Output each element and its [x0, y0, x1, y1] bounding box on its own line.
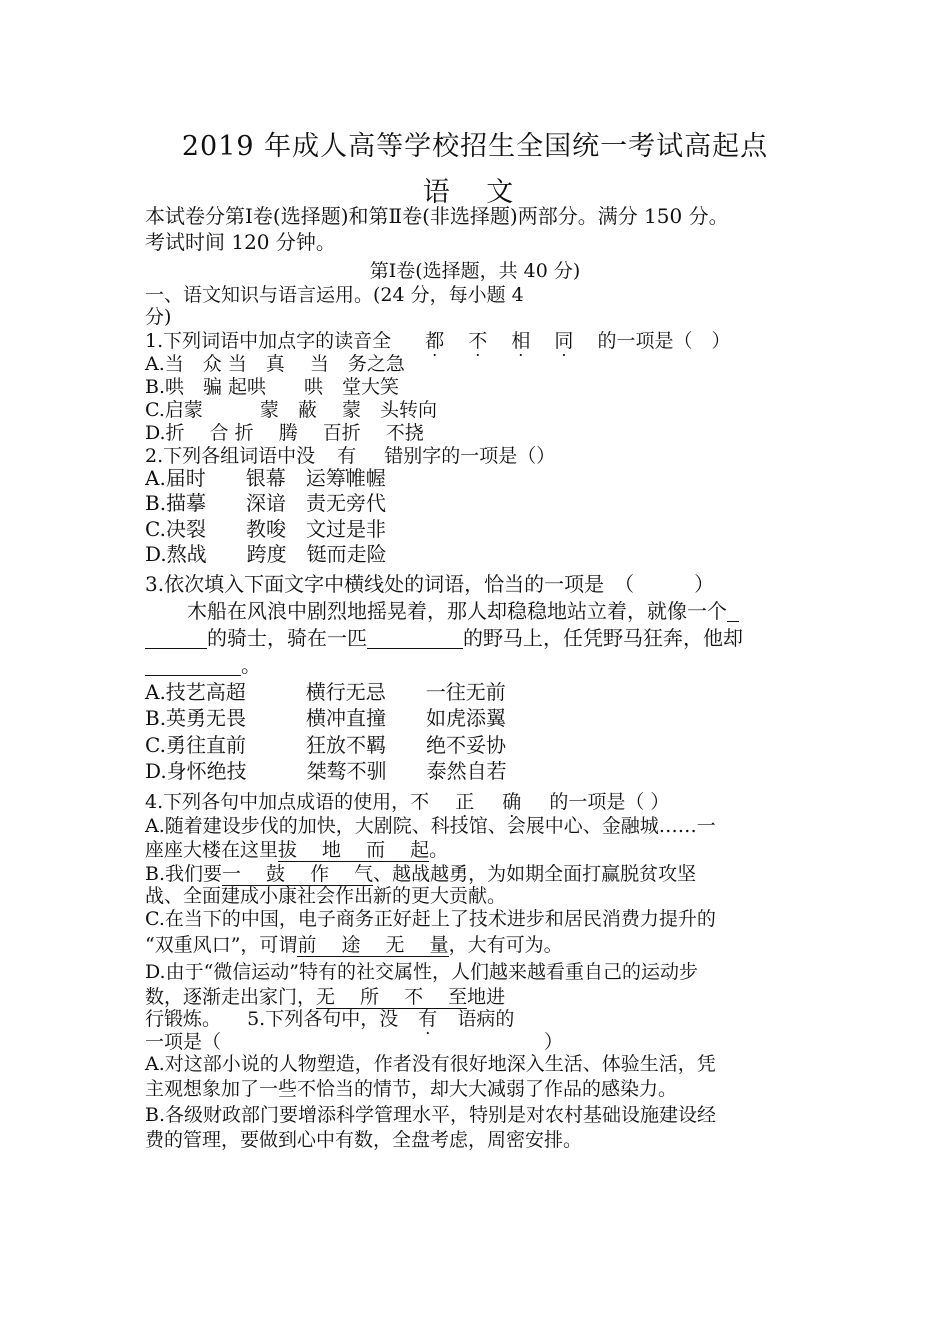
question-3-stem: 3.依次填入下面文字中横线处的词语，恰当的一项是 （ ） — [145, 572, 715, 596]
q4-text: ，大有可为。 — [448, 934, 563, 956]
q5-option-b-line-2: 费的管理，要做到心中有数，全盘考虑，周密安排。 — [145, 1129, 583, 1151]
q3-passage-text: 。 — [241, 653, 261, 677]
q1-option-a: A.当 众 当 真 当 务之急 — [145, 353, 405, 375]
q4-stem-start: 4.下列各句中加点成语的使用，不 — [145, 791, 430, 813]
q3-option-d: D.身怀绝技 桀骜不驯 泰然自若 — [145, 759, 507, 783]
q3-passage-line-1 — [187, 600, 739, 622]
q3-passage-line-3 — [145, 654, 261, 676]
q3-passage-text: 木船在风浪中剧烈地摇晃着，那人却稳稳地站立着，就像一个 — [187, 599, 727, 623]
q4-idiom-a: 拔 地 而 起 — [278, 839, 430, 861]
q4-option-a-line-2 — [145, 839, 448, 861]
q4-text: 座座大楼在这里 — [145, 839, 279, 861]
q4-option-d-line-1: D.由于“微信运动”特有的社交属性，人们越来越看重自己的运动步 — [145, 961, 699, 983]
q3-passage-text: 的骑士，骑在一匹 — [207, 626, 367, 650]
question-5-stem-line-2: 一项是（ ） — [145, 1031, 564, 1053]
q3-passage-text: 的野马上，任凭野马狂奔，他却 — [463, 626, 743, 650]
q4-text: “双重风口”，可谓 — [145, 934, 298, 956]
q1-stem-start: 1.下列词语中加点字的读音全 — [145, 330, 392, 352]
q2-option-b: B.描摹 深谙 责无旁代 — [145, 491, 387, 515]
q3-option-b: B.英勇无畏 横冲直撞 如虎添翼 — [145, 706, 507, 730]
q3-blank-1-start — [727, 601, 739, 622]
q4-option-b-line-1 — [145, 863, 696, 885]
question-1-stem — [145, 330, 730, 352]
q1-dotted-char: 都 — [425, 330, 445, 352]
q1-option-d: D.折 合 折 腾 百折 不挠 — [145, 422, 424, 444]
q1-dotted-char: 相 — [511, 330, 531, 352]
q3-option-a: A.技艺高超 横行无忌 一往无前 — [145, 680, 506, 704]
q4-text: 、越战越勇，为如期全面打赢脱贫攻坚 — [373, 863, 697, 885]
question-5-stem-line-1 — [145, 1008, 514, 1030]
q2-option-c: C.决裂 教唆 文过是非 — [145, 517, 386, 541]
q2-option-a: A.届时 银幕 运筹帷幄 — [145, 466, 386, 490]
q5-option-a-line-2: 主观想象加了一些不恰当的情节，却大大减弱了作品的感染力。 — [145, 1078, 678, 1100]
q4-text: 地进 — [467, 986, 506, 1008]
intro-line-2: 考试时间 120 分钟。 — [145, 230, 336, 254]
q4-text: 。 — [429, 839, 449, 861]
part-heading-1: 一、语文知识与语言运用。(24 分，每小题 4 — [145, 284, 524, 306]
q4-idiom-d: 无 所 不 至 — [316, 986, 468, 1008]
q5-option-b-line-1: B.各级财政部门要增添科学管理水平，特别是对农村基础设施建设经 — [145, 1104, 717, 1126]
q4-option-d-line-3: 行锻炼。 — [145, 1008, 222, 1030]
q4-idiom-b: 一 鼓 作 气 — [222, 863, 374, 885]
q4-text: B.我们要 — [145, 863, 223, 885]
q4-text: 数，逐渐走出家门， — [145, 986, 317, 1008]
q4-option-a-line-1: A.随着建设步伐的加快，大剧院、科技馆、会展中心、金融城……一 — [145, 815, 716, 837]
q3-option-c: C.勇往直前 狂放不羁 绝不妥协 — [145, 733, 506, 757]
q3-blank-2 — [367, 628, 463, 649]
q2-dotted-char: 有 — [337, 445, 357, 467]
q1-option-c: C.启蒙 蒙 蔽 蒙 头转向 — [145, 399, 437, 421]
q5-option-a-line-1: A.对这部小说的人物塑造，作者没有很好地深入生活、体验生活，凭 — [145, 1053, 716, 1075]
q1-option-b: B.哄 骗 起哄 哄 堂大笑 — [145, 376, 400, 398]
q5-stem-start: 5.下列各句中，没 — [247, 1008, 399, 1030]
question-4-stem — [145, 791, 669, 813]
q1-stem-end: 的一项是（ ） — [597, 330, 731, 352]
q4-option-b-line-2: 战、全面建成小康社会作出新的更大贡献。 — [145, 885, 507, 907]
q3-blank-1 — [145, 628, 207, 649]
q5-stem-end: 语病的 — [457, 1008, 515, 1030]
q4-stem-end: 的一项是（ ） — [549, 791, 670, 813]
q3-blank-3 — [145, 655, 241, 676]
q4-idiom-c: 前 途 无 量 — [297, 934, 449, 956]
section-heading: 第Ⅰ卷(选择题，共 40 分) — [369, 260, 581, 282]
q2-option-d: D.熬战 跨度 铤而走险 — [145, 542, 387, 566]
question-2-stem — [145, 445, 555, 467]
q4-dotted-char: 正 — [455, 791, 475, 813]
q3-passage-line-2 — [145, 627, 743, 649]
q4-dotted-char: 确 — [502, 791, 522, 813]
q4-option-c-line-1: C.在当下的中国，电子商务正好赶上了技术进步和居民消费力提升的 — [145, 908, 716, 930]
q2-stem-end: 错别字的一项是（） — [384, 445, 556, 467]
intro-line-1: 本试卷分第Ⅰ卷(选择题)和第Ⅱ卷(非选择题)两部分。满分 150 分。 — [145, 204, 729, 228]
q1-dotted-char: 同 — [554, 330, 574, 352]
part-heading-2: 分) — [145, 306, 172, 328]
exam-title: 2019 年成人高等学校招生全国统一考试高起点 — [181, 131, 769, 162]
q1-dotted-char: 不 — [468, 330, 488, 352]
q5-dotted-char: 有 — [418, 1008, 438, 1030]
q4-option-d-line-2 — [145, 986, 505, 1008]
q2-stem-start: 2.下列各组词语中没 — [145, 445, 316, 467]
q4-option-c-line-2 — [145, 934, 563, 956]
subject-title: 语 文 — [422, 177, 528, 208]
